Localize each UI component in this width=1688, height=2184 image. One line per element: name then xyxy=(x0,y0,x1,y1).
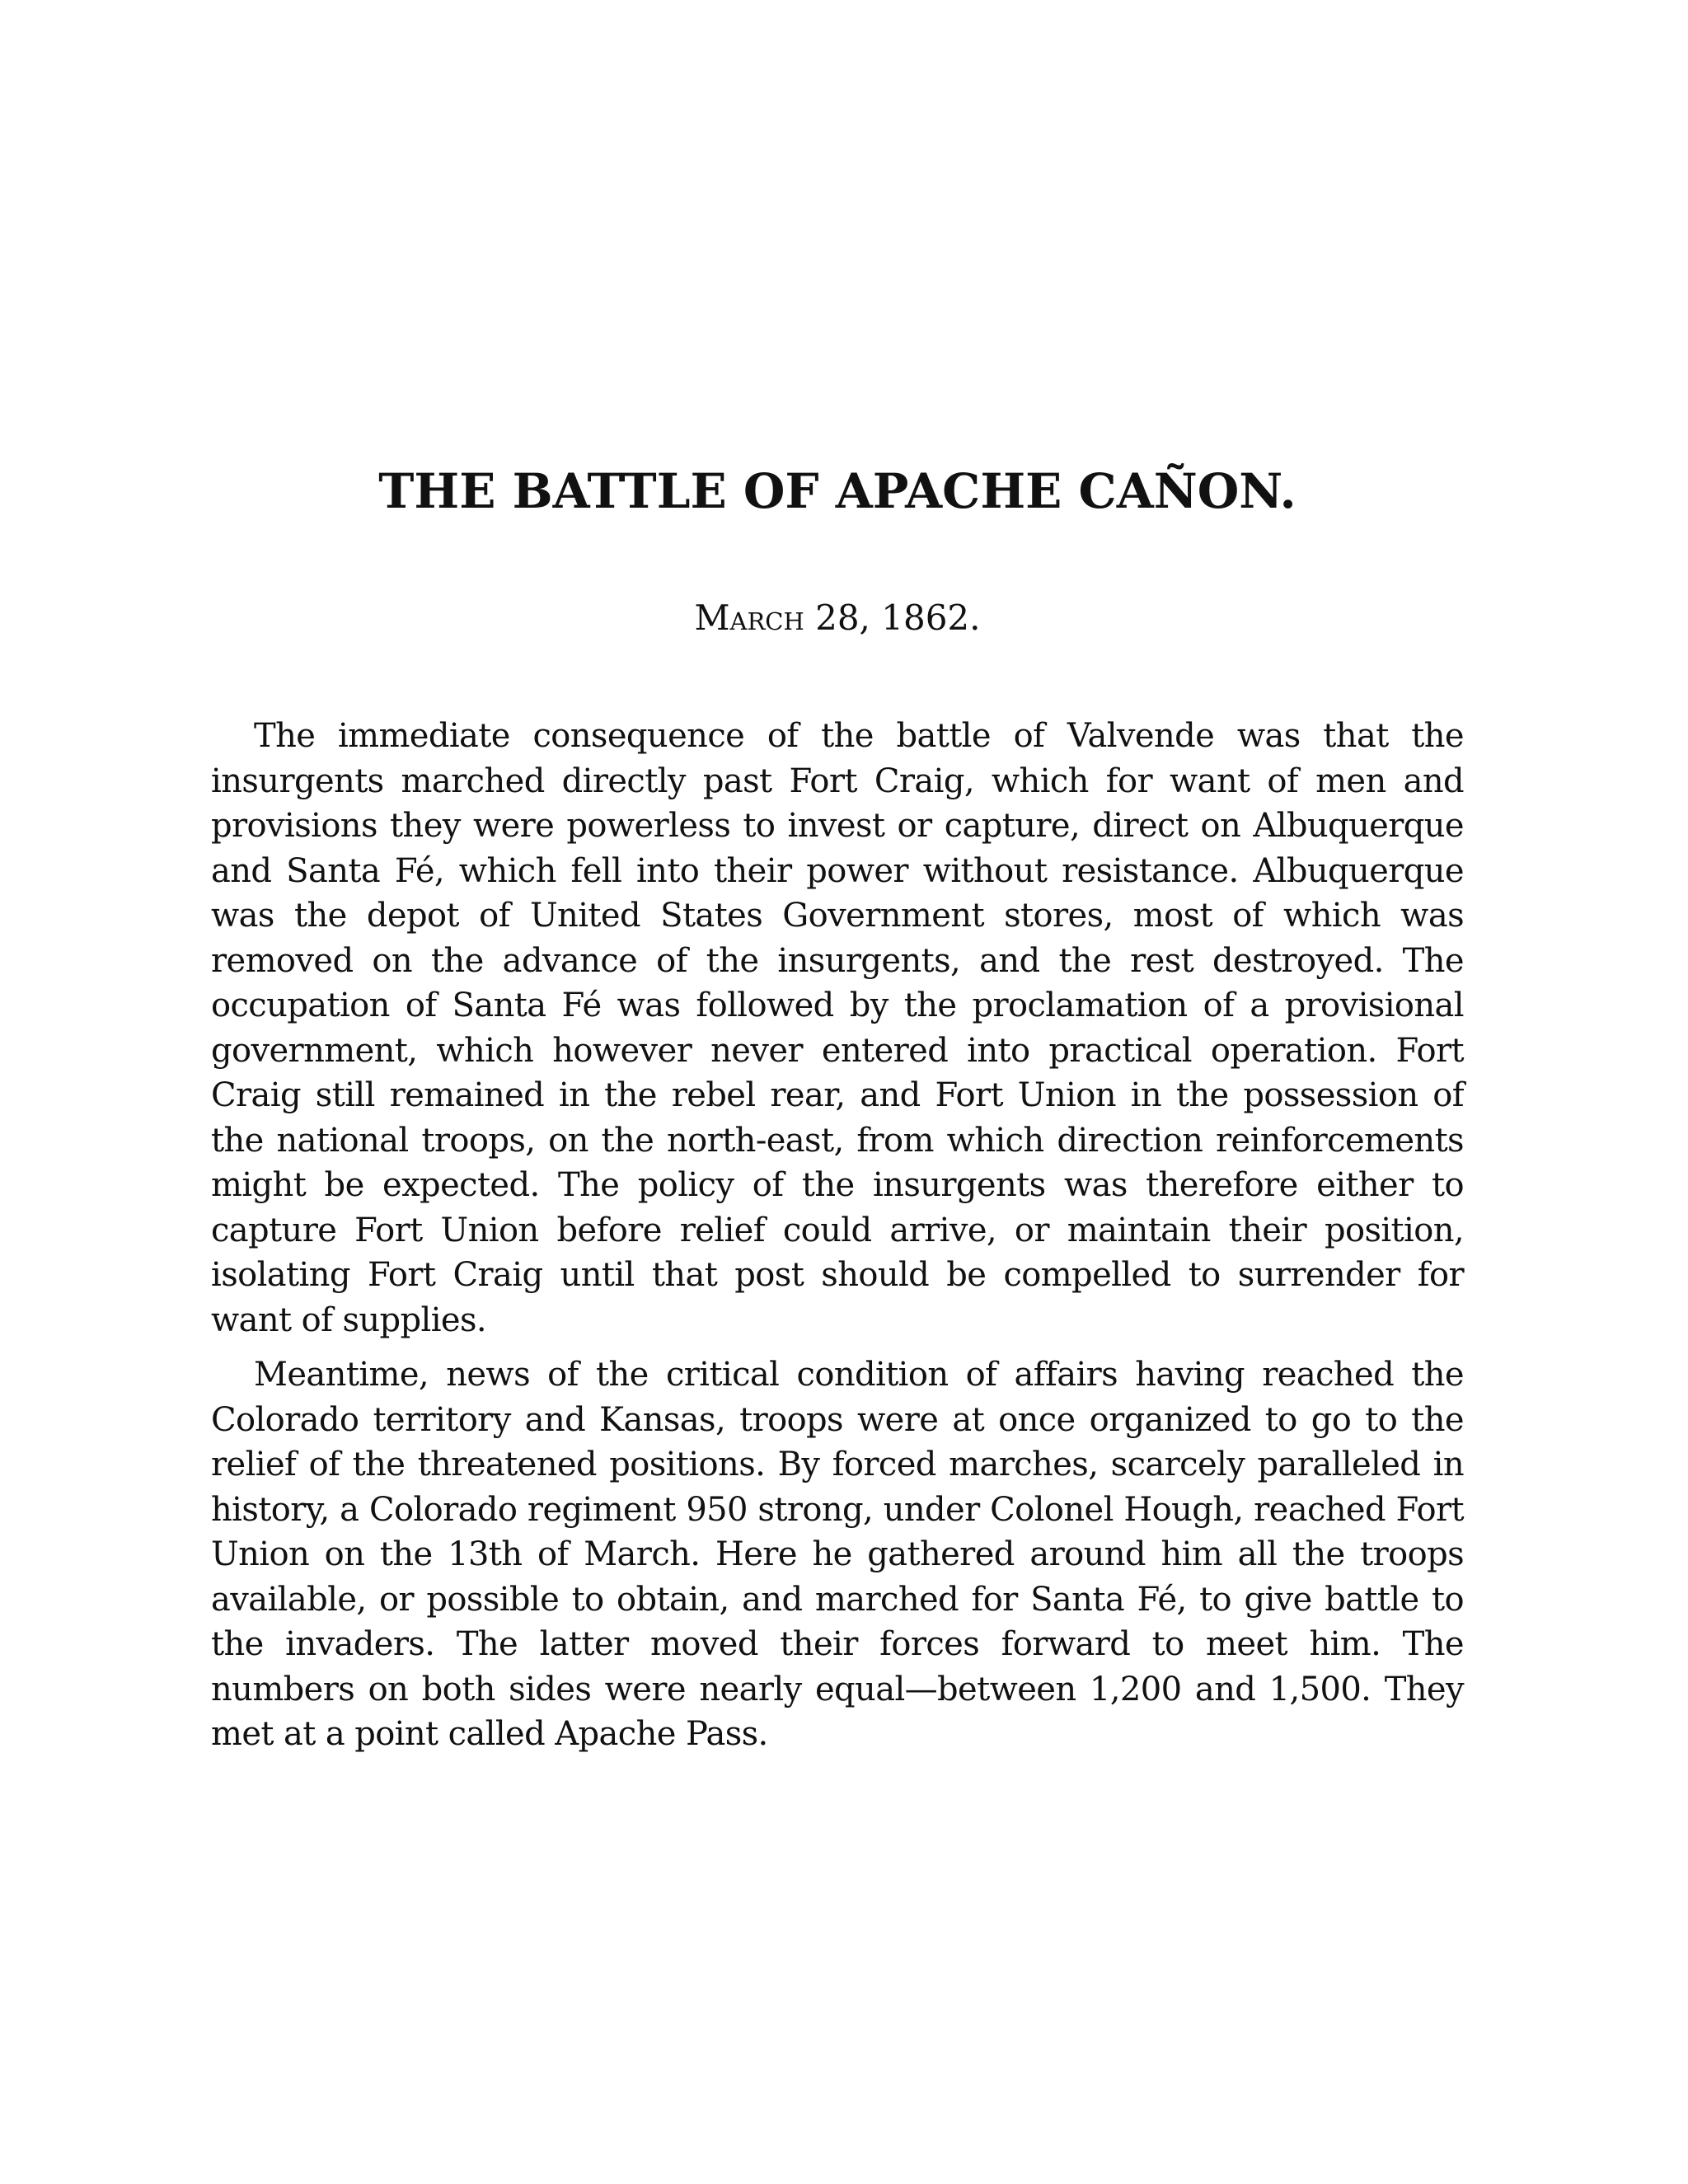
document-page xyxy=(211,462,1464,1757)
chapter-title: THE BATTLE OF APACHE CAÑON. xyxy=(378,463,1296,519)
chapter-date: March 28, 1862. xyxy=(694,598,981,638)
body-text xyxy=(211,714,1464,1757)
paragraph: The immediate consequence of the battle of Valvende was that the insurgents marched directly past Fort Craig, which for want of men and provisions they were powerless to invest or capture, direct on Albuquerque and Santa Fé, which fell into their power without resistance. Albuquerque was the depot of United States Government stores, most of which was removed on the advance of the insurgents, and the rest destroyed. The occupation of Santa Fé was followed by the proclamation of a provisional government, which however never entered into practical operation. Fort Craig still remained in the rebel rear, and Fort Union in the possession of the national troops, on the north-east, from which direction reinforcements might be expected. The policy of the insurgents was therefore either to capture Fort Union before relief could arrive, or maintain their position, isolating Fort Craig until that post should be compelled to surrender for want of supplies. xyxy=(211,717,1464,1339)
paragraph: Meantime, news of the critical condition of affairs having reached the Colorado territory and Kansas, troops were at once organized to go to the relief of the threatened positions. By forced marches, scarcely paralleled in history, a Colorado regiment 950 strong, under Colonel Hough, reached Fort Union on the 13th of March. Here he gathered around him all the troops available, or possible to obtain, and marched for Santa Fé, to give battle to the invaders. The latter moved their forces forward to meet him. The numbers on both sides were nearly equal—between 1,200 and 1,500. They met at a point called Apache Pass. xyxy=(211,1356,1464,1753)
